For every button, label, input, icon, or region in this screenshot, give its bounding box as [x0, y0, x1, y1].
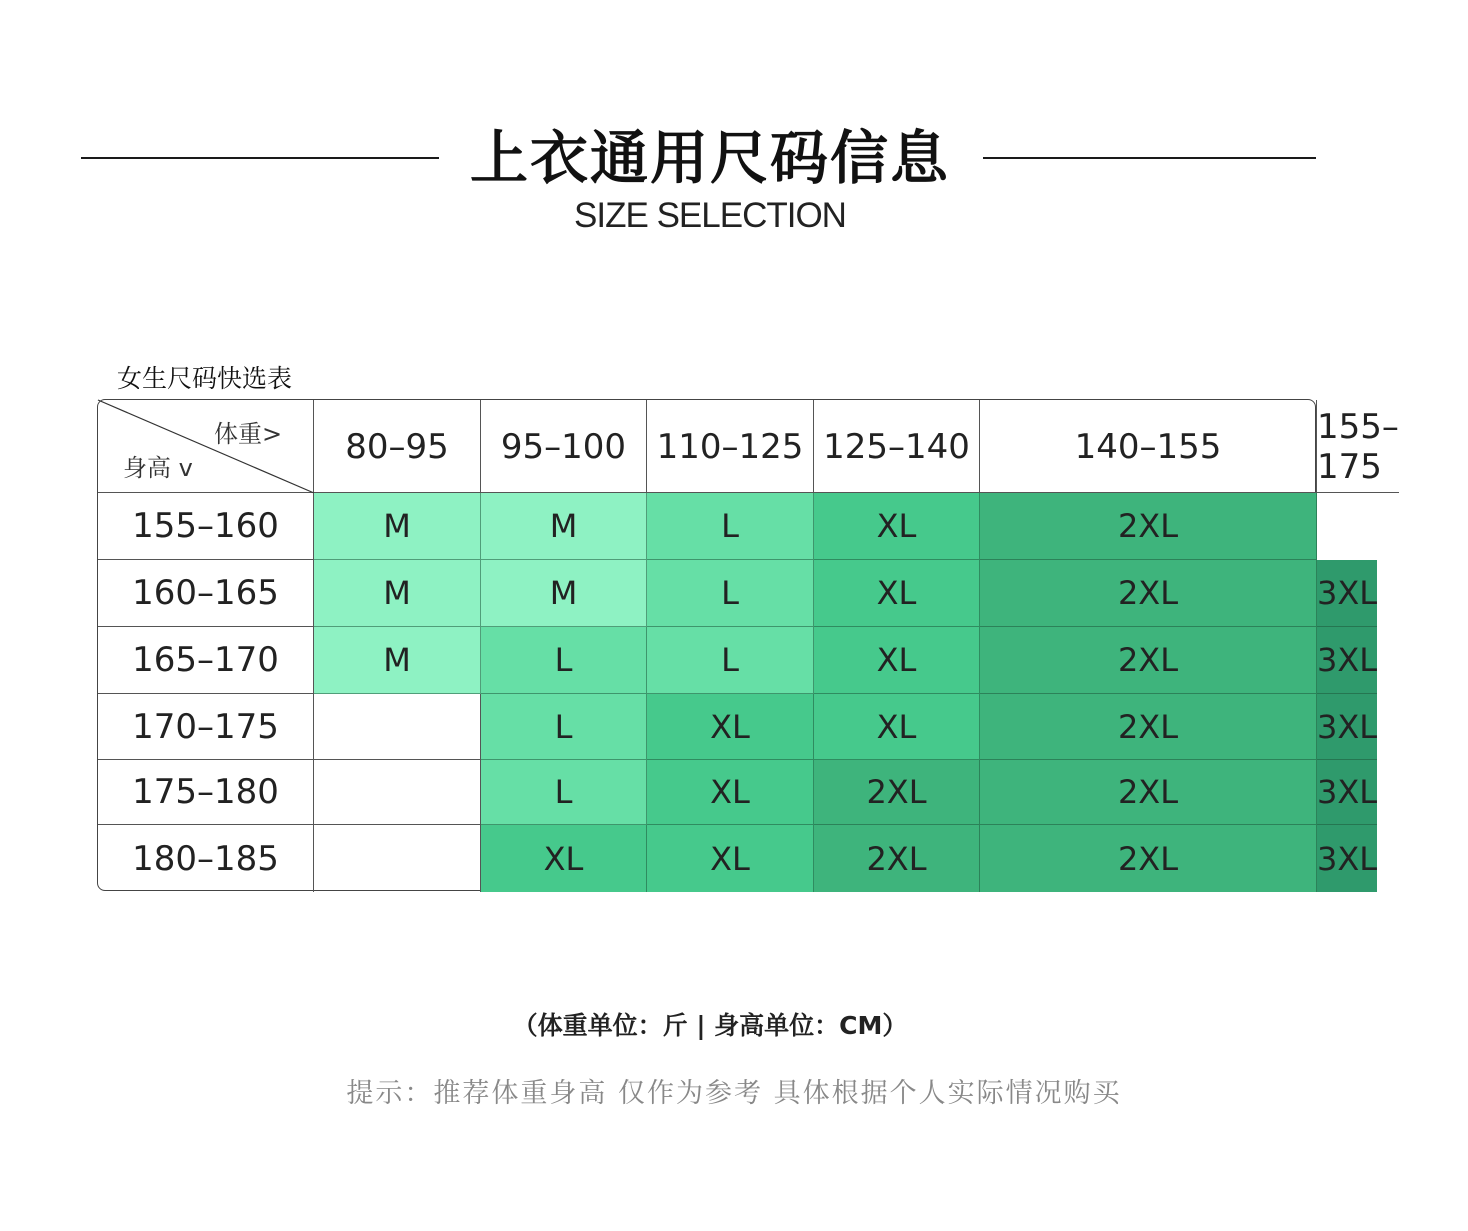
size-cell: XL: [647, 760, 814, 825]
size-cell: XL: [647, 694, 814, 760]
table-corner-cell: [98, 400, 314, 493]
table-caption: 女生尺码快选表: [117, 364, 293, 393]
size-cell: 2XL: [980, 493, 1317, 560]
weight-header-cell: 140–155: [980, 400, 1317, 493]
size-cell: 3XL: [1317, 825, 1377, 892]
size-cell: 3XL: [1317, 627, 1377, 694]
size-cell: 2XL: [980, 694, 1317, 760]
weight-header-cell: 80–95: [314, 400, 481, 493]
size-cell: 2XL: [814, 825, 980, 892]
size-cell: L: [481, 760, 647, 825]
page-subtitle: SIZE SELECTION: [574, 196, 846, 235]
size-cell: XL: [647, 825, 814, 892]
size-cell: XL: [814, 493, 980, 560]
size-cell: L: [647, 560, 814, 627]
corner-height-label: 身高 v: [123, 454, 193, 482]
empty-size-cell: [314, 694, 481, 760]
size-cell: 2XL: [980, 627, 1317, 694]
tip-note: 提示：推荐体重身高 仅作为参考 具体根据个人实际情况购买: [346, 1078, 1122, 1109]
weight-header-cell: 95–100: [481, 400, 647, 493]
size-cell: M: [481, 493, 647, 560]
size-cell: M: [314, 493, 481, 560]
height-row-header: 165–170: [98, 627, 314, 694]
empty-size-cell: [314, 760, 481, 825]
size-cell: L: [647, 627, 814, 694]
size-cell: 3XL: [1317, 694, 1377, 760]
size-cell: XL: [814, 627, 980, 694]
empty-size-cell: [314, 825, 481, 892]
size-chart-table: [97, 399, 1399, 891]
units-note: （体重单位：斤 | 身高单位：CM）: [512, 1011, 908, 1040]
size-cell: 2XL: [814, 760, 980, 825]
size-cell: 3XL: [1317, 560, 1377, 627]
size-cell: XL: [481, 825, 647, 892]
size-cell: 3XL: [1317, 760, 1377, 825]
weight-header-cell: 110–125: [647, 400, 814, 493]
size-cell: 2XL: [980, 560, 1317, 627]
size-cell: 2XL: [980, 825, 1317, 892]
size-cell: L: [647, 493, 814, 560]
height-row-header: 170–175: [98, 694, 314, 760]
size-cell: 2XL: [980, 760, 1317, 825]
page-title: 上衣通用尺码信息: [469, 124, 950, 192]
size-cell: XL: [814, 560, 980, 627]
size-cell: M: [314, 627, 481, 694]
weight-header-cell: 155–175: [1317, 400, 1399, 493]
size-cell: M: [314, 560, 481, 627]
size-cell: XL: [814, 694, 980, 760]
height-row-header: 180–185: [98, 825, 314, 892]
size-cell: M: [481, 560, 647, 627]
height-row-header: 175–180: [98, 760, 314, 825]
corner-weight-label: 体重>: [214, 420, 283, 448]
size-cell: L: [481, 694, 647, 760]
size-cell: L: [481, 627, 647, 694]
height-row-header: 155–160: [98, 493, 314, 560]
height-row-header: 160–165: [98, 560, 314, 627]
weight-header-cell: 125–140: [814, 400, 980, 493]
